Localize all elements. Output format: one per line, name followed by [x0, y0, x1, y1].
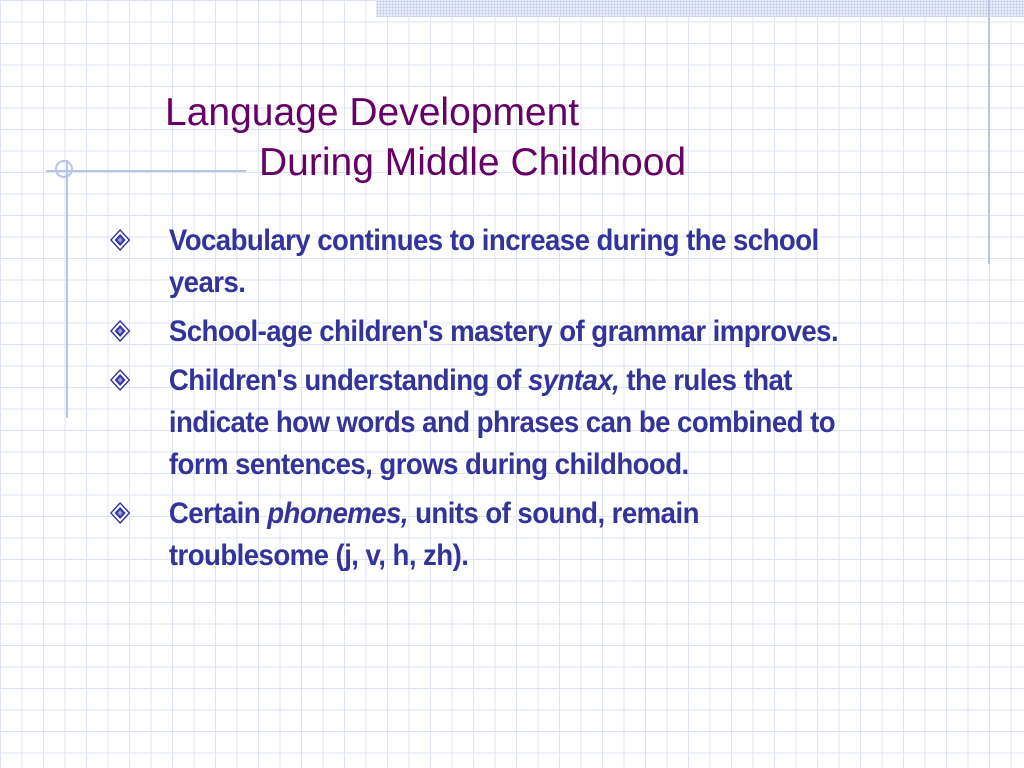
slide-title [165, 88, 686, 188]
term-phonemes: phonemes, [267, 497, 408, 530]
bullet-item [110, 493, 846, 577]
bullet-text-after: units of sound, remain troublesome (j, v, h, zh). [168, 497, 699, 572]
left-accent-line [66, 160, 68, 418]
bullet-text-before: Children's understanding of [168, 364, 528, 397]
diamond-bullet-icon [110, 369, 130, 391]
bullet-text-before: Certain [168, 497, 268, 530]
diamond-bullet-icon [110, 229, 130, 251]
title-line-2: During Middle Childhood [259, 141, 687, 184]
bullet-list [110, 220, 910, 584]
bullet-item [110, 360, 846, 486]
diamond-bullet-icon [110, 320, 130, 342]
bullet-text: School-age children's mastery of grammar improves. [168, 315, 839, 348]
diamond-bullet-icon [110, 502, 130, 524]
corner-dot-band [376, 0, 1024, 17]
right-accent-line [988, 0, 990, 264]
title-line-1: Language Development [165, 91, 580, 134]
bullet-text: Vocabulary continues to increase during the school years. [168, 224, 819, 299]
term-syntax: syntax, [527, 364, 620, 397]
bullet-item [110, 311, 846, 353]
bullet-item [110, 220, 846, 304]
accent-circle [55, 160, 73, 178]
bullet-text-after: the rules that indicate how words and phrases can be combined to form sentences, grows during childhood. [168, 364, 836, 481]
